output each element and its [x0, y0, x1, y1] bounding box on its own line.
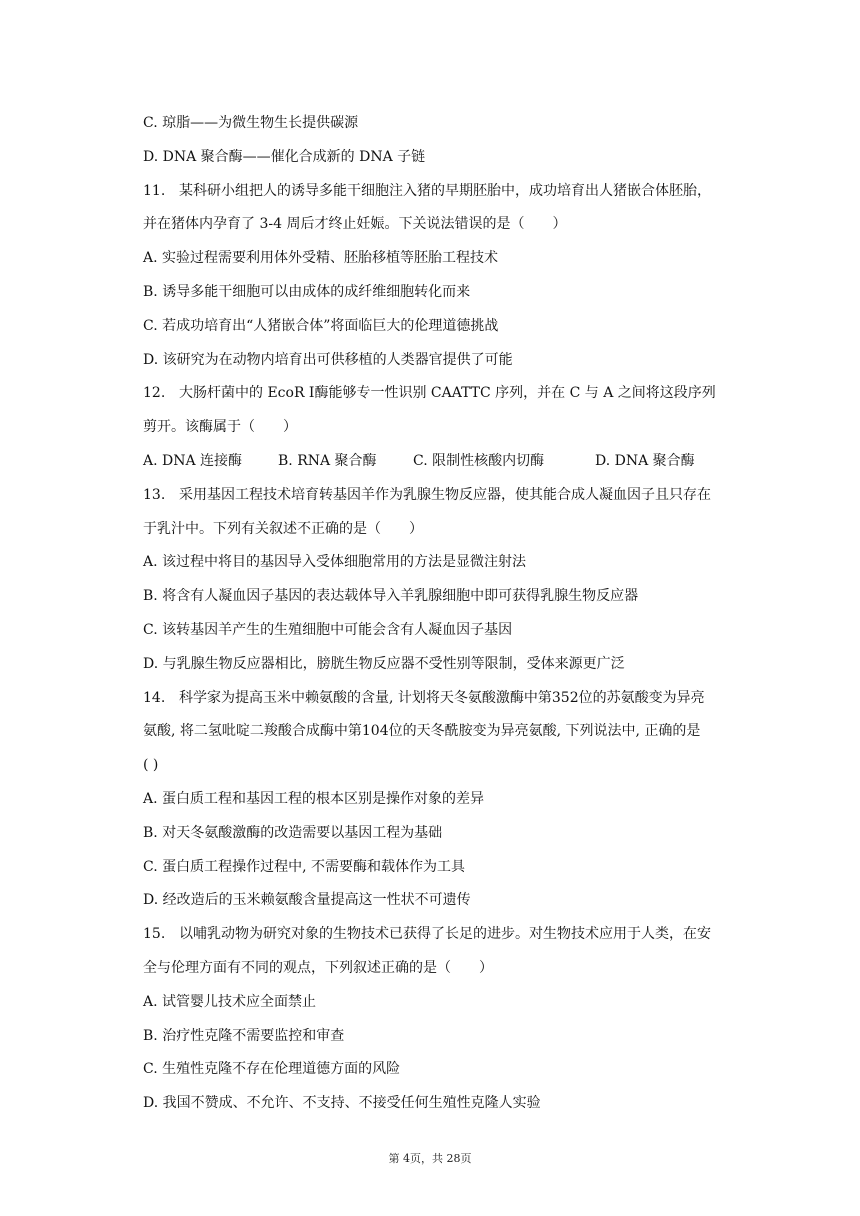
- q15-number: 15.: [143, 926, 166, 943]
- q11-number: 11.: [143, 182, 166, 199]
- page-footer: 第 4页，共 28页: [388, 1152, 472, 1165]
- q15-stem-line1: [143, 918, 751, 952]
- q12-option-c: C. 限制性核酸内切酶: [413, 452, 545, 469]
- q12-option-b: B. RNA 聚合酶: [278, 452, 377, 469]
- q14-option-b: B. 对天冬氨酸激酶的改造需要以基因工程为基础: [143, 824, 443, 841]
- q12-option-d: D. DNA 聚合酶: [595, 452, 695, 469]
- q11-stem-line2: 并在猪体内孕育了 3-4 周后才终止妊娠。下关说法错误的是（ ）: [143, 216, 567, 233]
- q13-stem-text1: 采用基因工程技术培育转基因羊作为乳腺生物反应器，使其能合成人凝血因子且只存在: [179, 486, 711, 503]
- q15-stem-text1: 以哺乳动物为研究对象的生物技术已获得了长足的进步。对生物技术应用于人类，在安: [179, 926, 711, 943]
- q11-option-b: B. 诱导多能干细胞可以由成体的成纤维细胞转化而来: [143, 283, 471, 300]
- q12-stem-text1: 大肠杆菌中的 EcoR Ⅰ酶能够专一性识别 CAATTC 序列，并在 C 与 A 之间将这段序列: [179, 385, 716, 402]
- q11-stem-text1: 某科研小组把人的诱导多能干细胞注入猪的早期胚胎中，成功培育出人猪嵌合体胚胎，: [179, 182, 711, 199]
- q14-number: 14.: [143, 689, 166, 706]
- q10-option-c: C. 琼脂——为微生物生长提供碳源: [143, 115, 359, 131]
- q14-option-a: A. 蛋白质工程和基因工程的根本区别是操作对象的差异: [143, 790, 485, 807]
- q14-option-c: C. 蛋白质工程操作过程中, 不需要酶和载体作为工具: [143, 858, 466, 875]
- q13-option-a: A. 该过程中将目的基因导入受体细胞常用的方法是显微注射法: [143, 554, 527, 571]
- q15-option-b: B. 治疗性克隆不需要监控和审查: [143, 1027, 345, 1044]
- q15-stem-line2: 全与伦理方面有不同的观点，下列叙述正确的是（ ）: [143, 959, 493, 976]
- q12-stem-line2: 剪开。该酶属于（ ）: [143, 419, 297, 436]
- q14-stem-line3: ( ): [143, 757, 159, 774]
- q14-stem-line2: 氨酸, 将二氢吡啶二羧酸合成酶中第104位的天冬酰胺变为异亮氨酸, 下列说法中, 正确的是: [143, 723, 701, 740]
- q15-option-d: D. 我国不赞成、不允许、不支持、不接受任何生殖性克隆人实验: [143, 1095, 541, 1112]
- q14-stem-line1: [143, 682, 751, 716]
- page-content: [143, 107, 751, 1121]
- q13-option-d: D. 与乳腺生物反应器相比，膀胱生物反应器不受性别等限制，受体来源更广泛: [143, 655, 625, 672]
- q13-option-c: C. 该转基因羊产生的生殖细胞中可能会含有人凝血因子基因: [143, 621, 513, 638]
- q10-option-d: D. DNA 聚合酶——催化合成新的 DNA 子链: [143, 148, 426, 165]
- q12-option-a: A. DNA 连接酶: [143, 452, 243, 469]
- q15-option-c: C. 生殖性克隆不存在伦理道德方面的风险: [143, 1061, 401, 1078]
- q13-stem-line1: [143, 479, 751, 513]
- q14-option-d: D. 经改造后的玉米赖氨酸含量提高这一性状不可遗传: [143, 892, 471, 909]
- q11-option-d: D. 该研究为在动物内培育出可供移植的人类器官提供了可能: [143, 351, 513, 368]
- q11-stem-line1: [143, 175, 751, 209]
- q15-option-a: A. 试管婴儿技术应全面禁止: [143, 993, 317, 1010]
- q13-stem-line2: 于乳汁中。下列有关叙述不正确的是（ ）: [143, 520, 423, 537]
- q13-option-b: B. 将含有人凝血因子基因的表达载体导入羊乳腺细胞中即可获得乳腺生物反应器: [143, 588, 639, 605]
- q12-number: 12.: [143, 385, 166, 402]
- q11-option-a: A. 实验过程需要利用体外受精、胚胎移植等胚胎工程技术: [143, 250, 499, 267]
- q12-options-row: [143, 445, 751, 479]
- q14-stem-text1: 科学家为提高玉米中赖氨酸的含量, 计划将天冬氨酸激酶中第352位的苏氨酸变为异亮: [179, 689, 705, 706]
- q11-option-c: C. 若成功培育出“人猪嵌合体”将面临巨大的伦理道德挑战: [143, 317, 499, 334]
- q13-number: 13.: [143, 486, 166, 503]
- q12-stem-line1: [143, 377, 751, 411]
